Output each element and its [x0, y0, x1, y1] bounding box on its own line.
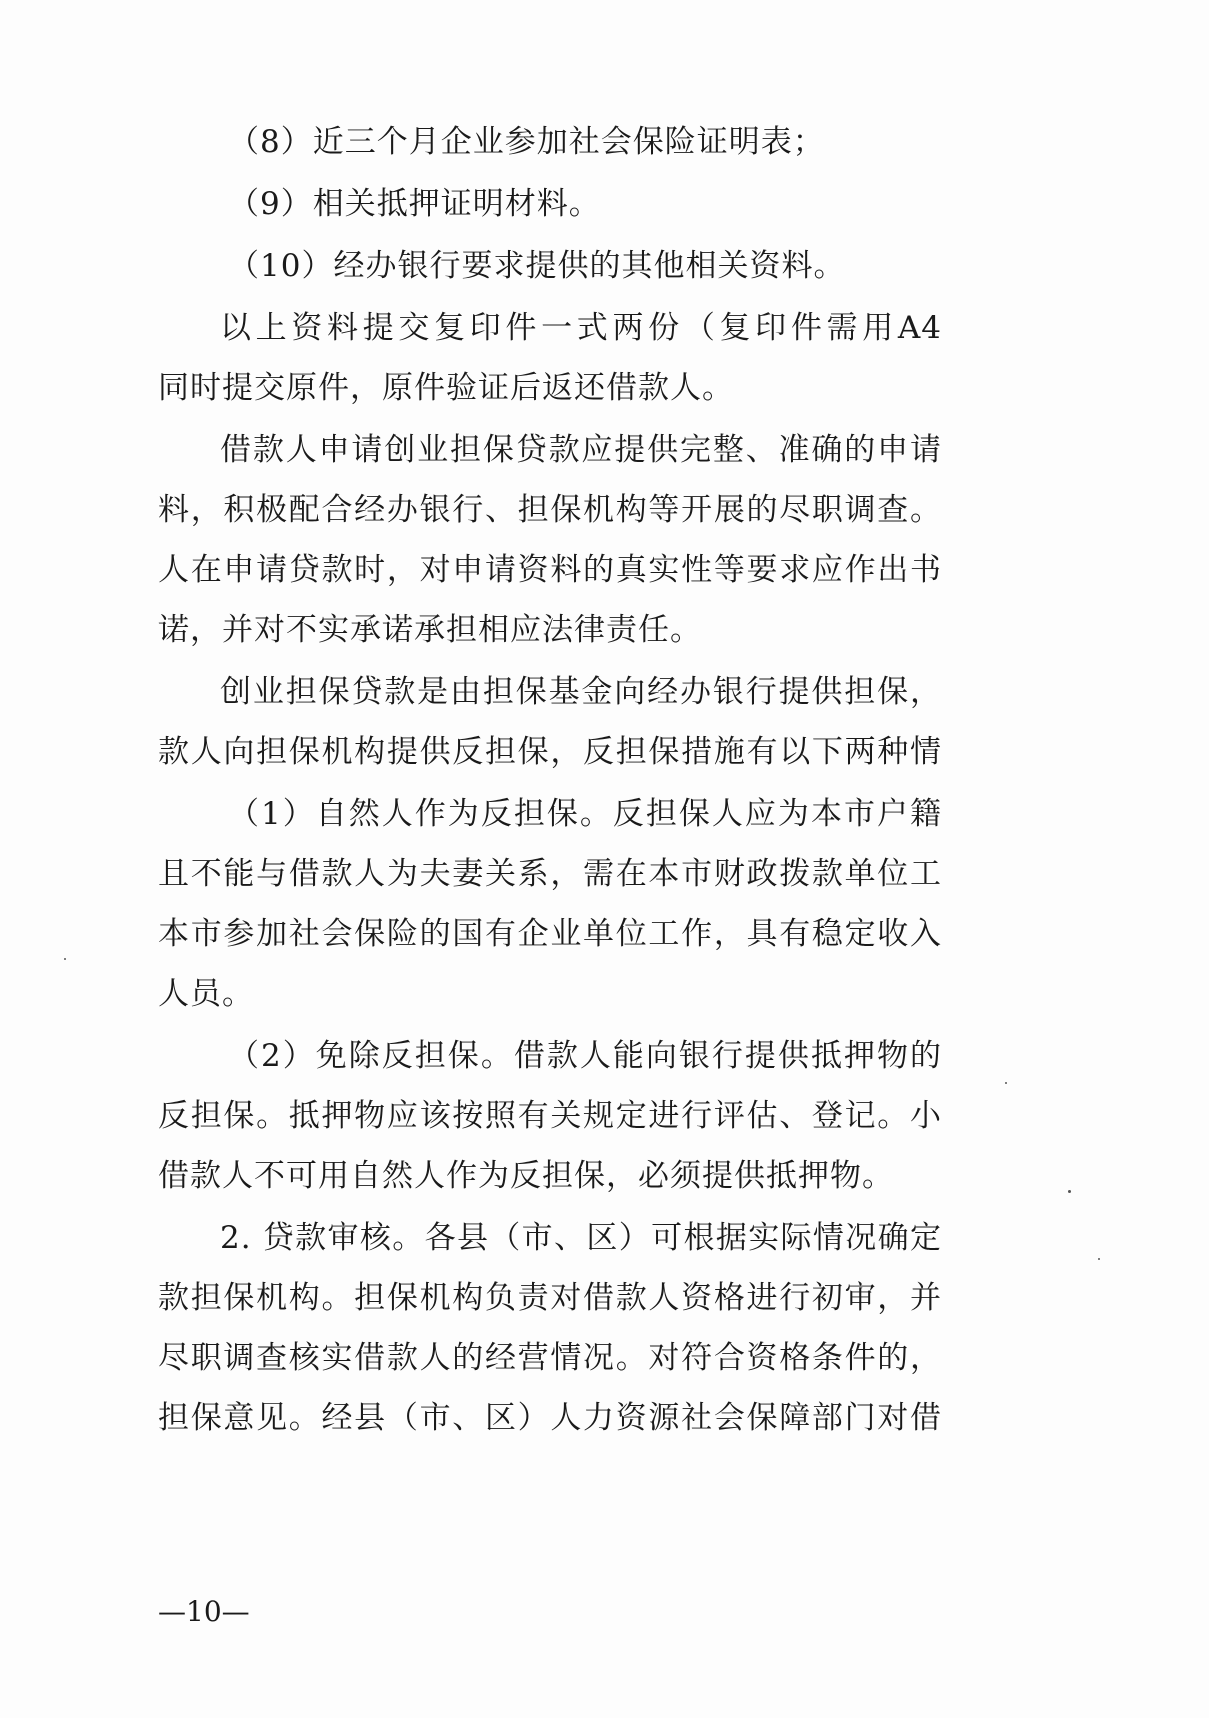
text-line: （2）免除反担保。借款人能向银行提供抵押物的: [228, 1038, 942, 1074]
text-line: 诺，并对不实承诺承担相应法律责任。: [158, 612, 702, 648]
text-line: 担保意见。经县（市、区）人力资源社会保障部门对借: [158, 1400, 942, 1436]
text-line: 借款人不可用自然人作为反担保，必须提供抵押物。: [158, 1158, 894, 1194]
text-line: （9）相关抵押证明材料。: [228, 186, 601, 222]
text-line: 本市参加社会保险的国有企业单位工作，具有稳定收入: [158, 916, 942, 952]
text-line: 2. 贷款审核。各县（市、区）可根据实际情况确定: [220, 1220, 942, 1256]
text-line: 款人向担保机构提供反担保，反担保措施有以下两种情: [158, 734, 942, 770]
text-line: 反担保。抵押物应该按照有关规定进行评估、登记。小: [158, 1098, 942, 1134]
text-line: （10）经办银行要求提供的其他相关资料。: [228, 248, 846, 284]
text-line: 同时提交原件，原件验证后返还借款人。: [158, 370, 734, 406]
text-line: （1）自然人作为反担保。反担保人应为本市户籍: [228, 796, 942, 832]
text-line: 尽职调查核实借款人的经营情况。对符合资格条件的，: [158, 1340, 942, 1376]
text-line: 以上资料提交复印件一式两份（复印件需用A4: [220, 310, 942, 346]
page-number: —10—: [158, 1595, 250, 1628]
scan-speck: [1068, 1190, 1071, 1193]
text-line: 借款人申请创业担保贷款应提供完整、准确的申请: [220, 432, 942, 468]
text-line: 人员。: [158, 976, 254, 1012]
scan-speck: [1005, 1082, 1007, 1084]
text-line: （8）近三个月企业参加社会保险证明表；: [228, 124, 825, 160]
text-line: 且不能与借款人为夫妻关系，需在本市财政拨款单位工: [158, 856, 942, 892]
scan-speck: [1098, 1258, 1100, 1260]
text-line: 人在申请贷款时，对申请资料的真实性等要求应作出书: [158, 552, 942, 588]
text-line: 料，积极配合经办银行、担保机构等开展的尽职调查。: [158, 492, 942, 528]
text-line: 创业担保贷款是由担保基金向经办银行提供担保，: [220, 674, 942, 710]
scan-speck: [64, 958, 66, 960]
text-line: 款担保机构。担保机构负责对借款人资格进行初审，并: [158, 1280, 942, 1316]
